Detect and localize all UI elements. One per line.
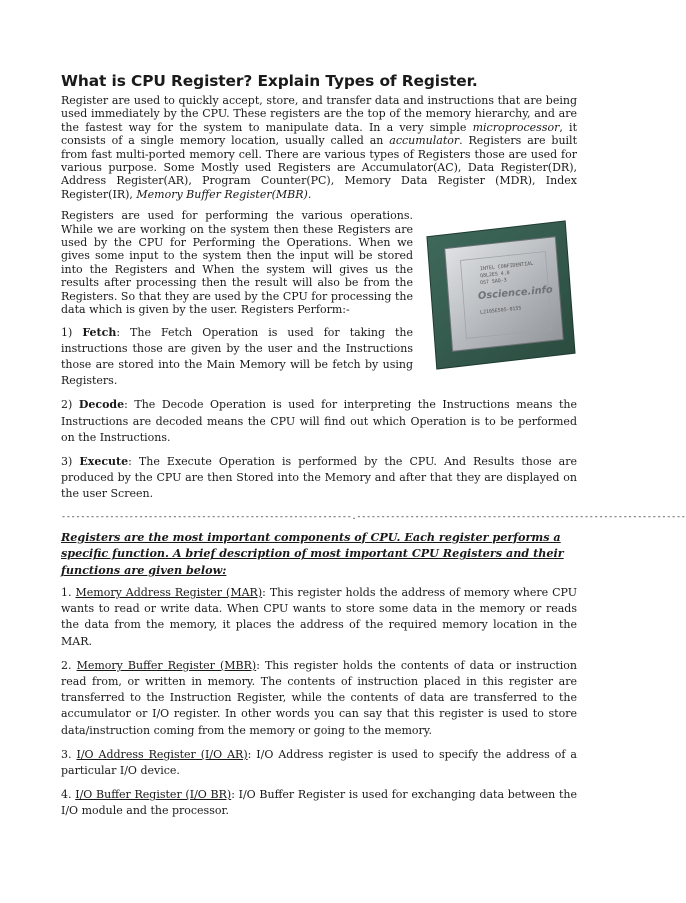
operation-text: : The Fetch Operation is used for taking the instructions those are given by the user and the Instructions those are stored into the Main Memory will be fetch by using Registers. [61, 325, 414, 388]
document-page [61, 72, 686, 828]
operation-decode [61, 397, 577, 446]
register-text: : I/O Address register is used to specify the address of a particular I/O device. [61, 747, 577, 777]
section-divider: ------------------------------------------------------------.-------------------------------------------------------------------- [61, 510, 686, 521]
operation-text: : The Decode Operation is used for interpreting the Instructions means the Instructions are decoded means the CPU will find out which Operation is to be performed on the Instructions. [61, 398, 577, 444]
register-io-br [61, 787, 577, 819]
register-number: 4. [61, 788, 72, 802]
chip-label-line: OS7 SAQ-3 [479, 277, 507, 287]
register-name: Memory Address Register (MAR) [75, 585, 263, 599]
register-io-ar [61, 747, 577, 779]
term-mbr: Memory Buffer Register(MBR) [136, 187, 308, 201]
register-text: : This register holds the contents of data or instruction read from, or written in memory. The contents of instruction placed in this register are transferred to the Instruction Register, while the contents of data are transferred to the accumulator or I/O register. In other words you can say that this register is used to store data/instruction coming from the memory or going to the memory. [61, 658, 578, 737]
register-name: I/O Address Register (I/O AR) [76, 747, 248, 761]
chip-label-line: L2105E505-0155 [479, 305, 522, 316]
operation-name: Decode [78, 398, 125, 412]
register-number: 2. [61, 658, 72, 672]
register-number: 1. [61, 585, 72, 599]
operation-number: 2) [61, 398, 73, 412]
term-microprocessor: microprocessor [472, 120, 560, 134]
operation-number: 1) [61, 325, 73, 339]
register-text: : I/O Buffer Register is used for exchanging data between the I/O module and the processor. [61, 788, 577, 818]
intro-text: . Registers are built from fast multi-ported memory cell. There are various types of Registers those are used for various purpose. Some Mostly used Registers are Accumulator(AC), Data Register(DR), Address Register(AR), Program Counter(PC), Memory Data Register (MDR), Index Register(IR), [61, 134, 577, 201]
performing-paragraph: Registers are used for performing the various operations. While we are working on the system then these Registers are used by the CPU for Performing the Operations. When we gives some input to the system then the input will be stored into the Registers and When the system will gives us the results after processing then the result will also be from the Registers. So that they are used by the CPU for processing the data which is given by the user. Registers Perform:- [61, 209, 413, 317]
operation-text: : The Execute Operation is performed by the CPU. And Results those are produced by the CPU are then Stored into the Memory and after that they are displayed on the user Screen. [61, 454, 578, 501]
intro-paragraph [61, 94, 577, 201]
section-heading: Registers are the most important components of CPU. Each register performs a specific function. A brief description of most important CPU Registers and their functions are given below: [61, 529, 564, 578]
register-mar [61, 585, 577, 650]
operation-execute [61, 454, 577, 503]
register-mbr [61, 658, 577, 739]
register-number: 3. [61, 747, 72, 761]
register-name: I/O Buffer Register (I/O BR) [75, 788, 232, 802]
register-name: Memory Buffer Register (MBR) [76, 658, 257, 672]
cpu-chip-image [421, 215, 579, 373]
operation-name: Fetch [82, 325, 117, 339]
page-title: What is CPU Register? Explain Types of Register. [61, 72, 478, 90]
intro-text: . [307, 187, 312, 201]
intro-text: , it consists of a single memory location, usually called an [61, 120, 577, 148]
operation-number: 3) [61, 454, 73, 468]
operations-block [61, 209, 577, 389]
chip-label-line: INTEL CONFIDENTIAL [479, 260, 534, 273]
operation-name: Execute [79, 454, 129, 468]
chip-label-line: Q8L2ES 4.0 [479, 270, 510, 280]
intro-text: Register are used to quickly accept, store, and transfer data and instructions that are being used immediately by the CPU. These registers are the top of the memory hierarchy, and are the fastest way for the system to manipulate data. In a very simple [61, 94, 577, 134]
term-accumulator: accumulator [389, 134, 460, 148]
image-watermark: Oscience.info [477, 284, 554, 303]
register-text: : This register holds the address of memory where CPU wants to read or write data. When CPU wants to store some data in the memory or reads the data from the memory, it places the address of the required memory location in the MAR. [61, 585, 577, 648]
